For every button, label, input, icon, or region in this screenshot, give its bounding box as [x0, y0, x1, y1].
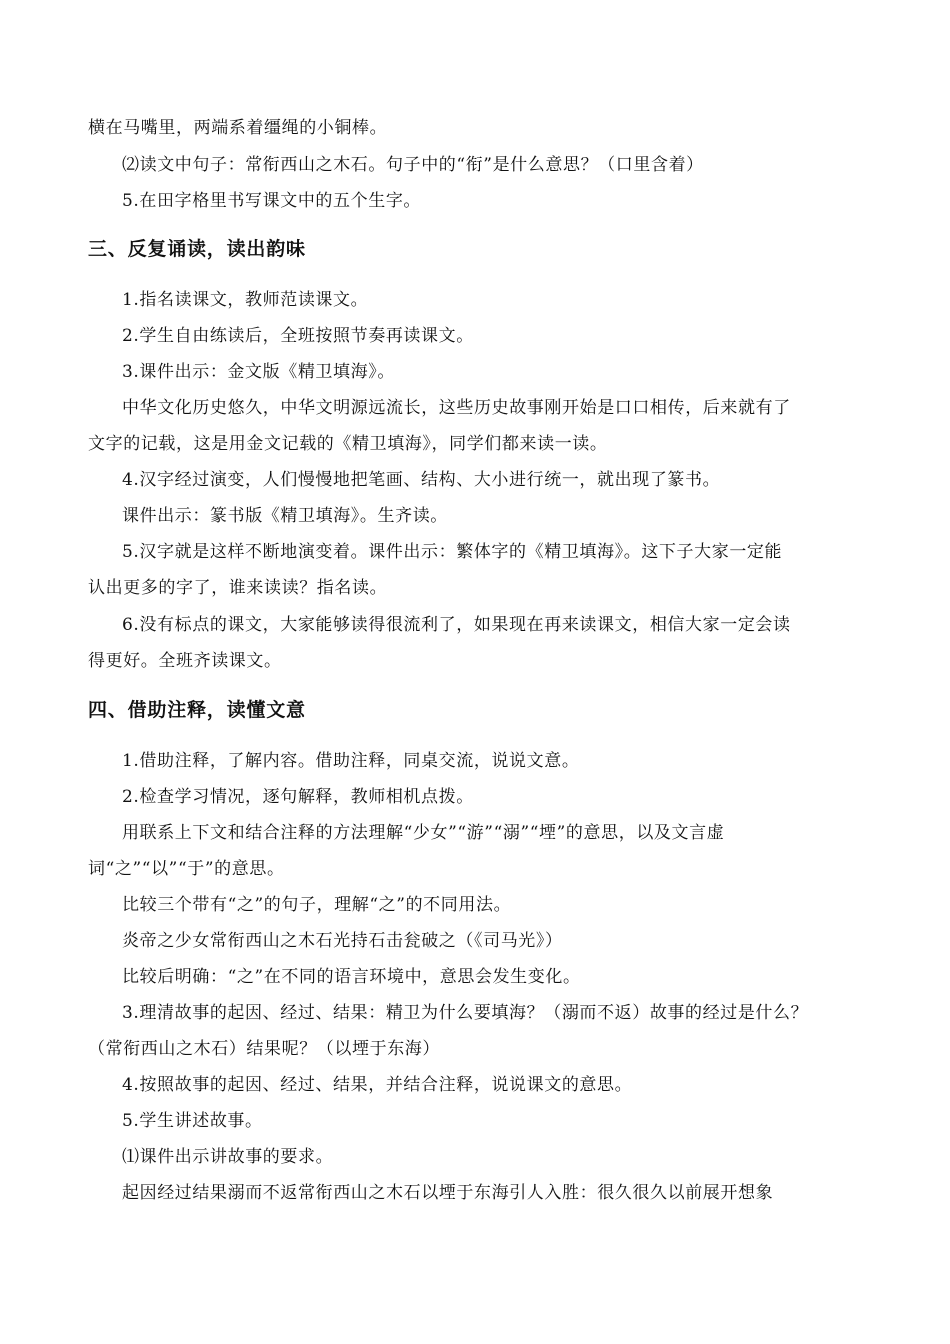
paragraph-line: 比较后明确：“之”在不同的语言环境中，意思会发生变化。: [122, 967, 581, 987]
paragraph-line: 得更好。全班齐读课文。: [88, 651, 282, 671]
paragraph-line: 认出更多的字了，谁来读读？指名读。: [88, 578, 388, 598]
paragraph-line: 中华文化历史悠久，中华文明源远流长，这些历史故事刚开始是口口相传，后来就有了: [122, 398, 791, 418]
paragraph-line: （常衔西山之木石）结果呢？（以堙于东海）: [88, 1039, 440, 1059]
paragraph-line: 6.没有标点的课文，大家能够读得很流利了，如果现在再来读课文，相信大家一定会读: [122, 615, 791, 635]
paragraph-line: 课件出示：篆书版《精卫填海》。生齐读。: [122, 506, 448, 526]
paragraph-line: 炎帝之少女常衔西山之木石光持石击瓮破之（《司马光》）: [122, 931, 563, 951]
paragraph-line: ⑴课件出示讲故事的要求。: [122, 1147, 334, 1167]
paragraph-line: 3.理清故事的起因、经过、结果：精卫为什么要填海？（溺而不返）故事的经过是什么？: [122, 1003, 809, 1023]
section-heading: 三、反复诵读，读出韵味: [88, 238, 306, 260]
paragraph-line: ⑵读文中句子：常衔西山之木石。句子中的“衔”是什么意思？（口里含着）: [122, 155, 704, 175]
paragraph-line: 1.指名读课文，教师范读课文。: [122, 290, 369, 310]
paragraph-line: 2.检查学习情况，逐句解释，教师相机点拨。: [122, 787, 474, 807]
paragraph-line: 文字的记载，这是用金文记载的《精卫填海》，同学们都来读一读。: [88, 434, 608, 454]
paragraph-line: 4.按照故事的起因、经过、结果，并结合注释，说说课文的意思。: [122, 1075, 633, 1095]
paragraph-line: 4.汉字经过演变，人们慢慢地把笔画、结构、大小进行统一，就出现了篆书。: [122, 470, 721, 490]
paragraph-line: 2.学生自由练读后，全班按照节奏再读课文。: [122, 326, 474, 346]
paragraph-line: 5.学生讲述故事。: [122, 1111, 263, 1131]
paragraph-line: 5.汉字就是这样不断地演变着。课件出示：繁体字的《精卫填海》。这下子大家一定能: [122, 542, 783, 562]
paragraph-line: 3.课件出示：金文版《精卫填海》。: [122, 362, 395, 382]
paragraph-line: 1.借助注释，了解内容。借助注释，同桌交流，说说文意。: [122, 751, 580, 771]
paragraph-line: 起因经过结果溺而不返常衔西山之木石以堙于东海引人入胜：很久很久以前展开想象: [122, 1183, 774, 1203]
paragraph-line: 用联系上下文和结合注释的方法理解“少女”“游”“溺”“堙”的意思，以及文言虚: [122, 823, 725, 843]
paragraph-line: 词“之”“以”“于”的意思。: [88, 859, 285, 879]
paragraph-line: 5.在田字格里书写课文中的五个生字。: [122, 191, 422, 211]
section-heading: 四、借助注释，读懂文意: [88, 699, 306, 721]
paragraph-line: 比较三个带有“之”的句子，理解“之”的不同用法。: [122, 895, 512, 915]
paragraph-line: 横在马嘴里，两端系着缰绳的小铜棒。: [88, 118, 388, 138]
